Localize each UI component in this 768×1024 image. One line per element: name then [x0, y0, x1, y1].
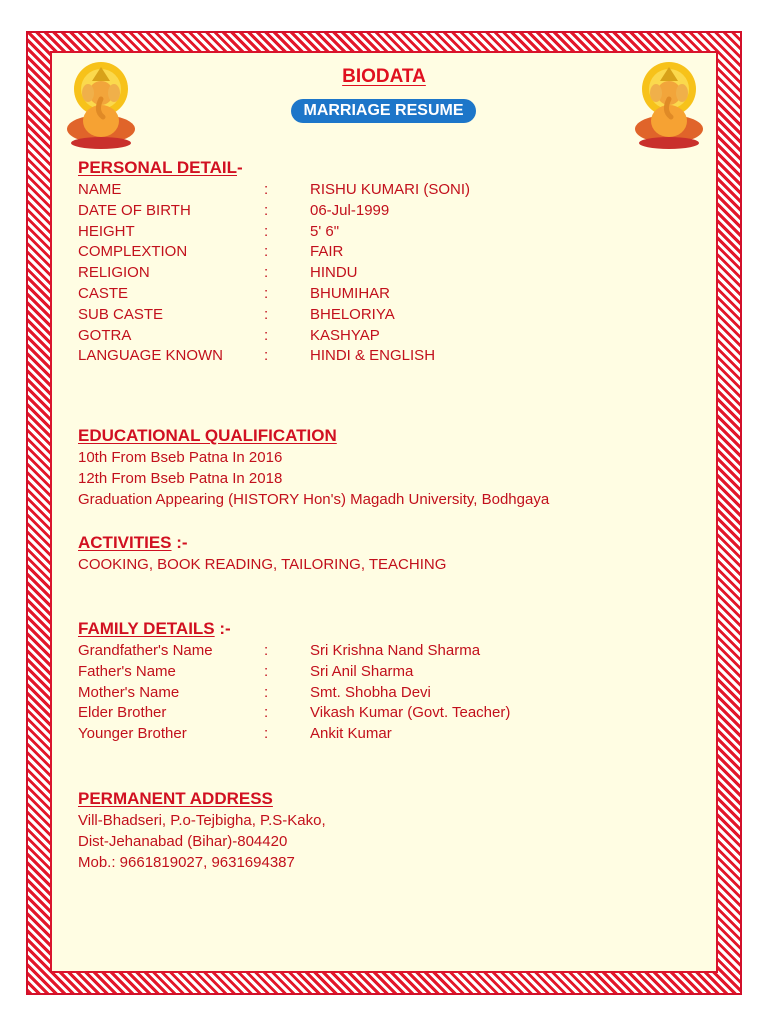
address-line: Dist-Jehanabad (Bihar)-804420 [78, 833, 288, 850]
education-heading [78, 426, 337, 446]
activities-heading-suffix: :- [171, 533, 188, 552]
personal-detail-value: KASHYAP [310, 326, 380, 344]
family-heading [78, 619, 231, 639]
personal-detail-label: CASTE [78, 285, 129, 302]
personal-detail-row [78, 347, 698, 368]
family-detail-separator: : [264, 683, 269, 701]
personal-detail-separator: : [264, 285, 269, 302]
personal-detail-row [78, 181, 698, 202]
family-heading-text: FAMILY DETAILS [78, 619, 215, 638]
personal-detail-row [78, 285, 698, 306]
personal-detail-label: SUB CASTE [78, 305, 164, 323]
family-detail-row [78, 684, 698, 705]
family-detail-separator: : [264, 725, 269, 743]
education-line: 10th From Bseb Patna In 2016 [78, 449, 283, 466]
family-detail-value: Sri Krishna Nand Sharma [310, 642, 481, 659]
personal-detail-value: 5' 6" [310, 222, 340, 240]
personal-detail-row [78, 223, 698, 244]
education-line: Graduation Appearing (HISTORY Hon's) Magadh University, Bodhgaya [78, 491, 550, 508]
family-detail-value: Sri Anil Sharma [310, 662, 414, 680]
personal-detail-separator: : [264, 305, 269, 323]
family-detail-label: Mother's Name [78, 683, 180, 701]
family-detail-label: Elder Brother [78, 704, 167, 722]
personal-detail-value: BHUMIHAR [310, 285, 391, 302]
family-detail-row [78, 642, 698, 663]
personal-detail-separator: : [264, 222, 269, 240]
personal-detail-separator: : [264, 201, 269, 219]
personal-detail-heading [78, 158, 243, 178]
personal-detail-separator: : [264, 264, 269, 282]
family-detail-row [78, 663, 698, 684]
personal-detail-separator: : [264, 347, 269, 365]
education-line: 12th From Bseb Patna In 2018 [78, 470, 283, 487]
family-detail-separator: : [264, 642, 269, 659]
subtitle-badge: MARRIAGE RESUME [291, 99, 476, 123]
personal-detail-label: LANGUAGE KNOWN [78, 347, 224, 365]
family-heading-suffix: :- [214, 619, 231, 638]
personal-detail-value: HINDI & ENGLISH [310, 347, 436, 365]
personal-detail-value: RISHU KUMARI (SONI) [310, 181, 471, 198]
personal-detail-value: 06-Jul-1999 [310, 201, 390, 219]
personal-detail-separator: : [264, 243, 269, 261]
personal-detail-heading-text: PERSONAL DETAIL [78, 158, 237, 177]
personal-detail-label: HEIGHT [78, 222, 135, 240]
personal-detail-label: GOTRA [78, 326, 132, 344]
family-detail-label: Younger Brother [78, 725, 187, 743]
address-line: Mob.: 9661819027, 9631694387 [78, 854, 295, 871]
personal-detail-separator: : [264, 181, 269, 198]
family-detail-label: Grandfather's Name [78, 642, 213, 659]
address-heading-text: PERMANENT ADDRESS [78, 789, 273, 808]
address-heading [78, 789, 273, 809]
activities-heading [78, 533, 188, 553]
family-detail-separator: : [264, 704, 269, 722]
family-detail-label: Father's Name [78, 662, 176, 680]
activities-heading-text: ACTIVITIES [78, 533, 172, 552]
personal-detail-row [78, 243, 698, 264]
personal-detail-row [78, 327, 698, 348]
personal-detail-row [78, 264, 698, 285]
personal-detail-label: RELIGION [78, 264, 150, 282]
family-detail-value: Ankit Kumar [310, 725, 392, 743]
personal-detail-label: NAME [78, 181, 122, 198]
activities-line: COOKING, BOOK READING, TAILORING, TEACHING [78, 556, 447, 573]
personal-detail-value: FAIR [310, 243, 344, 261]
family-detail-value: Smt. Shobha Devi [310, 683, 431, 701]
personal-detail-label: COMPLEXTION [78, 243, 188, 261]
family-detail-row [78, 725, 698, 746]
education-heading-text: EDUCATIONAL QUALIFICATION [78, 426, 337, 445]
personal-detail-separator: : [264, 326, 269, 344]
personal-detail-row [78, 202, 698, 223]
document-title: BIODATA [342, 66, 426, 87]
personal-detail-value: BHELORIYA [310, 305, 395, 323]
family-detail-value: Vikash Kumar (Govt. Teacher) [310, 704, 511, 722]
family-detail-separator: : [264, 662, 269, 680]
personal-detail-heading-suffix: - [237, 158, 243, 177]
address-line: Vill-Bhadseri, P.o-Tejbigha, P.S-Kako, [78, 812, 326, 829]
personal-detail-value: HINDU [310, 264, 358, 282]
family-detail-row [78, 704, 698, 725]
personal-detail-label: DATE OF BIRTH [78, 201, 191, 219]
personal-detail-row [78, 306, 698, 327]
